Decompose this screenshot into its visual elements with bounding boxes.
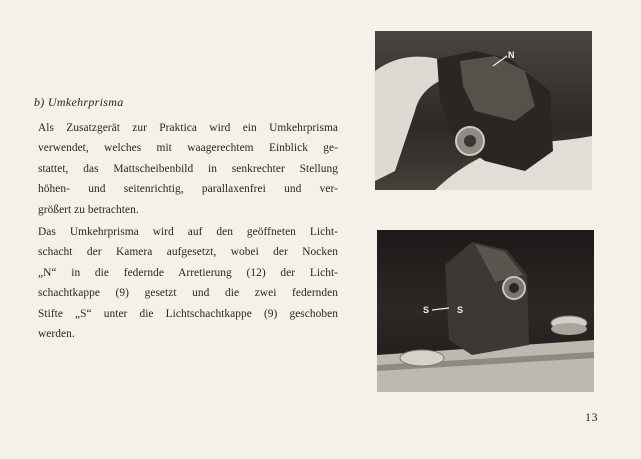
eyepiece-lens — [464, 135, 476, 147]
text-line: verwendet, welches mit waagerechtem Einblick ge- — [38, 142, 338, 155]
text-line: Stifte „S“ unter die Lichtschachtkappe (9) geschoben — [38, 307, 338, 320]
text-line: schacht der Kamera aufgesetzt, wobei der Nocken — [38, 246, 338, 259]
label-n: N — [508, 50, 515, 60]
paragraph-1 — [38, 118, 338, 220]
photo-prism-mounted — [377, 230, 594, 392]
eyepiece-lens — [509, 283, 519, 293]
text-line: größert zu betrachten. — [38, 203, 139, 216]
photo-illustration — [377, 230, 594, 392]
text-line: schachtkappe (9) gesetzt und die zwei federnden — [38, 287, 338, 300]
label-s-right: S — [457, 305, 464, 315]
photo-hands-holding-prism — [375, 31, 592, 190]
rewind-knob — [400, 350, 444, 366]
text-line: höhen- und seitenrichtig, parallaxenfrei und ver- — [38, 183, 338, 196]
text-line: stattet, das Mattscheibenbild in senkrechter Stellung — [38, 162, 338, 175]
label-s-left: S — [423, 305, 430, 315]
text-line: werden. — [38, 328, 75, 341]
paragraph-2 — [38, 222, 338, 344]
text-line: Das Umkehrprisma wird auf den geöffneten Licht- — [38, 226, 338, 238]
pointer-line — [432, 308, 449, 310]
page-number: 13 — [585, 410, 598, 424]
section-heading: b) Umkehrprisma — [34, 95, 124, 109]
text-line: Als Zusatzgerät zur Praktica wird ein Umkehrprisma — [38, 122, 338, 134]
shutter-dial-side — [551, 323, 587, 335]
text-line: „N“ in die federnde Arretierung (12) der Licht- — [38, 266, 338, 279]
photo-illustration — [375, 31, 592, 190]
